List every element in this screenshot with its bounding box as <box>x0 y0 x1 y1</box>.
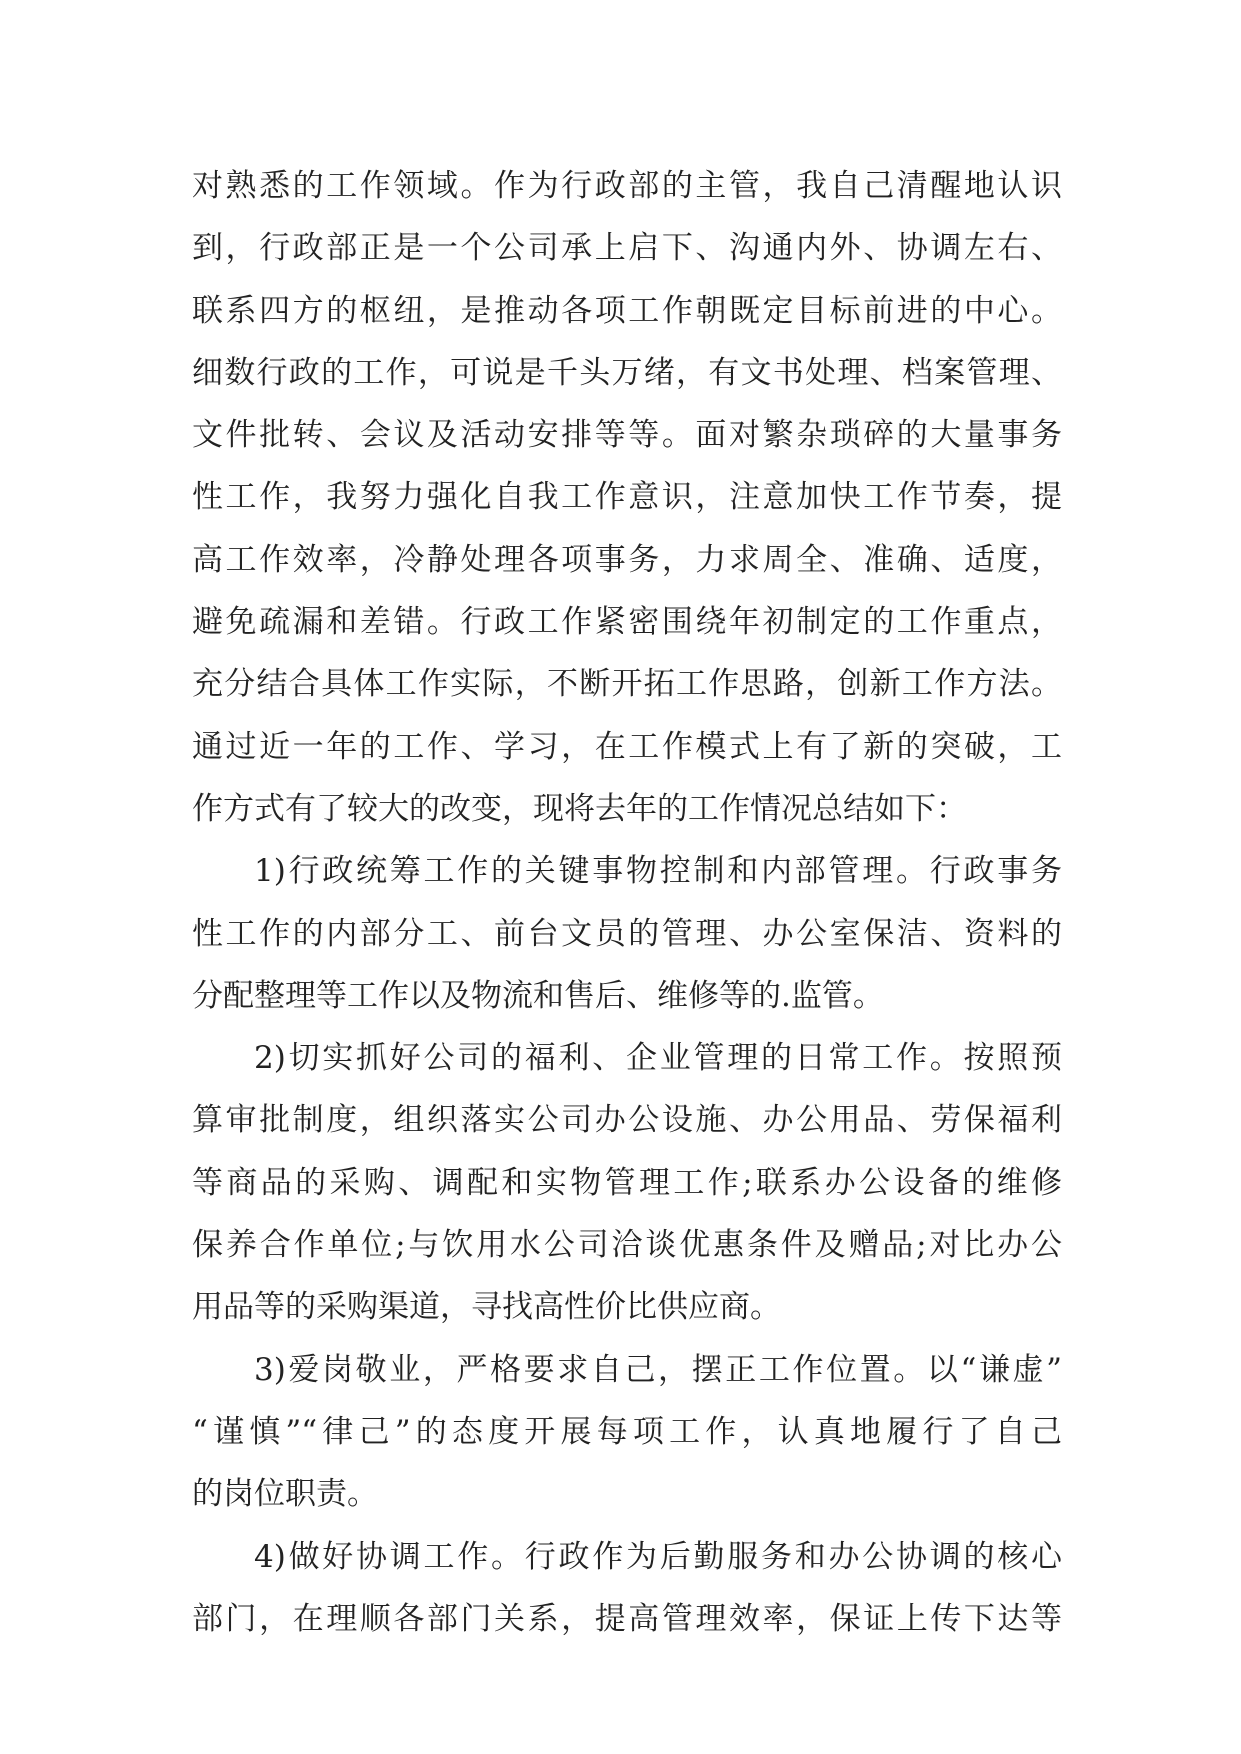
text-line: 文件批转、会议及活动安排等等。面对繁杂琐碎的大量事务 <box>192 417 1062 454</box>
text-line: 算审批制度，组织落实公司办公设施、办公用品、劳保福利 <box>192 1102 1062 1139</box>
paragraph-start-line: 4)做好协调工作。行政作为后勤服务和办公协调的核心 <box>254 1538 1062 1575</box>
paragraph-start-line: 3)爱岗敬业，严格要求自己，摆正工作位置。以“谦虚” <box>254 1351 1062 1388</box>
text-line: 避免疏漏和差错。行政工作紧密围绕年初制定的工作重点， <box>192 604 1062 641</box>
text-line: “谨慎”“律己”的态度开展每项工作，认真地履行了自己 <box>192 1413 1062 1450</box>
text-line: 作方式有了较大的改变，现将去年的工作情况总结如下： <box>192 790 967 827</box>
text-line: 用品等的采购渠道，寻找高性价比供应商。 <box>192 1289 781 1326</box>
text-line: 的岗位职责。 <box>192 1476 378 1513</box>
text-line: 分配整理等工作以及物流和售后、维修等的.监管。 <box>192 977 884 1014</box>
text-line: 等商品的采购、调配和实物管理工作;联系办公设备的维修 <box>192 1164 1062 1201</box>
text-line: 细数行政的工作，可说是千头万绪，有文书处理、档案管理、 <box>192 354 1062 391</box>
text-line: 保养合作单位;与饮用水公司洽谈优惠条件及赠品;对比办公 <box>192 1227 1062 1264</box>
document-page <box>192 155 1062 1650</box>
paragraph-start-line: 1)行政统筹工作的关键事物控制和内部管理。行政事务 <box>254 853 1062 890</box>
text-line: 到，行政部正是一个公司承上启下、沟通内外、协调左右、 <box>192 230 1062 267</box>
text-line: 性工作的内部分工、前台文员的管理、办公室保洁、资料的 <box>192 915 1062 952</box>
paragraph-start-line: 2)切实抓好公司的福利、企业管理的日常工作。按照预 <box>254 1040 1062 1077</box>
text-line: 联系四方的枢纽，是推动各项工作朝既定目标前进的中心。 <box>192 292 1062 329</box>
text-line: 通过近一年的工作、学习，在工作模式上有了新的突破，工 <box>192 728 1062 765</box>
text-line: 部门，在理顺各部门关系，提高管理效率，保证上传下达等 <box>192 1600 1062 1637</box>
text-line: 性工作，我努力强化自我工作意识，注意加快工作节奏，提 <box>192 479 1062 516</box>
text-line: 充分结合具体工作实际，不断开拓工作思路，创新工作方法。 <box>192 666 1062 703</box>
text-line: 对熟悉的工作领域。作为行政部的主管，我自己清醒地认识 <box>192 168 1062 204</box>
text-line: 高工作效率，冷静处理各项事务，力求周全、准确、适度， <box>192 541 1062 578</box>
